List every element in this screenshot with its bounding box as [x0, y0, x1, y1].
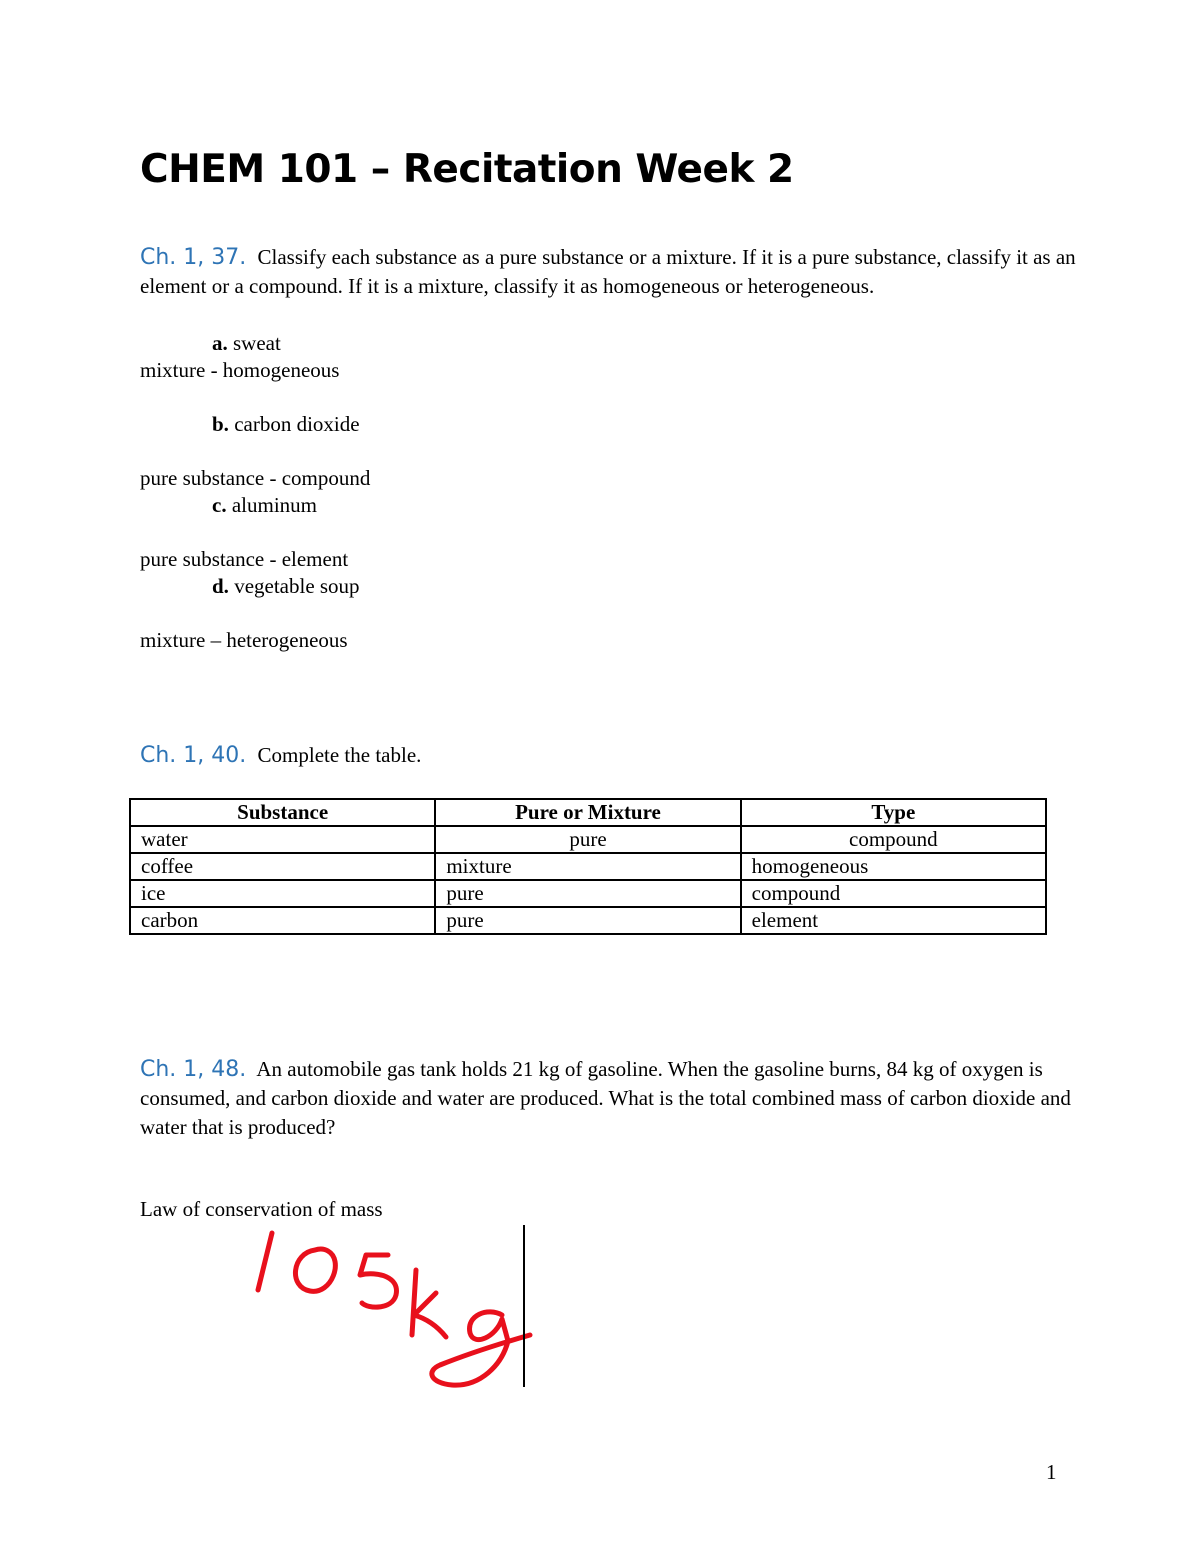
item-letter: b. [212, 412, 229, 436]
table-cell: ice [130, 880, 435, 907]
ink-digit-one [258, 1233, 272, 1290]
ink-digit-five [360, 1255, 396, 1307]
item-letter: a. [212, 331, 228, 355]
question-number: Ch. 1, 37. [140, 245, 247, 270]
table-cell: compound [741, 880, 1046, 907]
list-item [212, 330, 281, 357]
page-title: CHEM 101 – Recitation Week 2 [140, 147, 794, 192]
item-letter: d. [212, 574, 229, 598]
handwritten-answer [240, 1215, 550, 1395]
substance-table [129, 798, 1047, 935]
list-item [212, 411, 360, 438]
table-cell: homogeneous [741, 853, 1046, 880]
ink-letter-g [432, 1312, 530, 1385]
table-cell: mixture [435, 853, 740, 880]
page-number: 1 [1046, 1460, 1057, 1484]
table-row [130, 907, 1046, 934]
table-row [130, 880, 1046, 907]
answer-note: Law of conservation of mass [140, 1197, 383, 1221]
item-answer: pure substance - element [140, 547, 349, 571]
table-cell: element [741, 907, 1046, 934]
item-text: aluminum [231, 493, 317, 517]
table-cell: compound [741, 826, 1046, 853]
question-prompt: An automobile gas tank holds 21 kg of gasoline. When the gasoline burns, 84 kg of oxygen is consumed, and carbon dioxide and water are produced. What is the total combined mass of carbon dioxide and water that is produced? [140, 1057, 1071, 1139]
column-header: Pure or Mixture [435, 799, 740, 826]
item-text: vegetable soup [234, 574, 360, 598]
question-number: Ch. 1, 40. [140, 743, 247, 768]
table-cell: water [130, 826, 435, 853]
table-row [130, 853, 1046, 880]
column-header: Type [741, 799, 1046, 826]
column-header: Substance [130, 799, 435, 826]
table-cell: pure [435, 880, 740, 907]
item-letter: c. [212, 493, 227, 517]
table-cell: coffee [130, 853, 435, 880]
table-cell: pure [435, 826, 740, 853]
question-prompt: Complete the table. [257, 743, 422, 767]
question-37 [140, 243, 1080, 301]
item-text: sweat [233, 331, 281, 355]
ink-digit-zero [295, 1249, 335, 1291]
table-cell: carbon [130, 907, 435, 934]
table-cell: pure [435, 907, 740, 934]
ink-letter-k [412, 1270, 446, 1337]
table-header-row [130, 799, 1046, 826]
item-answer: pure substance - compound [140, 466, 371, 490]
question-number: Ch. 1, 48. [140, 1057, 247, 1082]
item-answer: mixture - homogeneous [140, 358, 340, 382]
list-item [212, 573, 360, 600]
question-prompt: Classify each substance as a pure substance or a mixture. If it is a pure substance, classify it as an element or a compound. If it is a mixture, classify it as homogeneous or heterogeneous. [140, 245, 1076, 298]
question-40 [140, 741, 1080, 770]
question-48 [140, 1055, 1080, 1142]
ink-strokes [258, 1233, 530, 1385]
item-text: carbon dioxide [234, 412, 360, 436]
item-answer: mixture – heterogeneous [140, 628, 348, 652]
list-item [212, 492, 317, 519]
table-row [130, 826, 1046, 853]
